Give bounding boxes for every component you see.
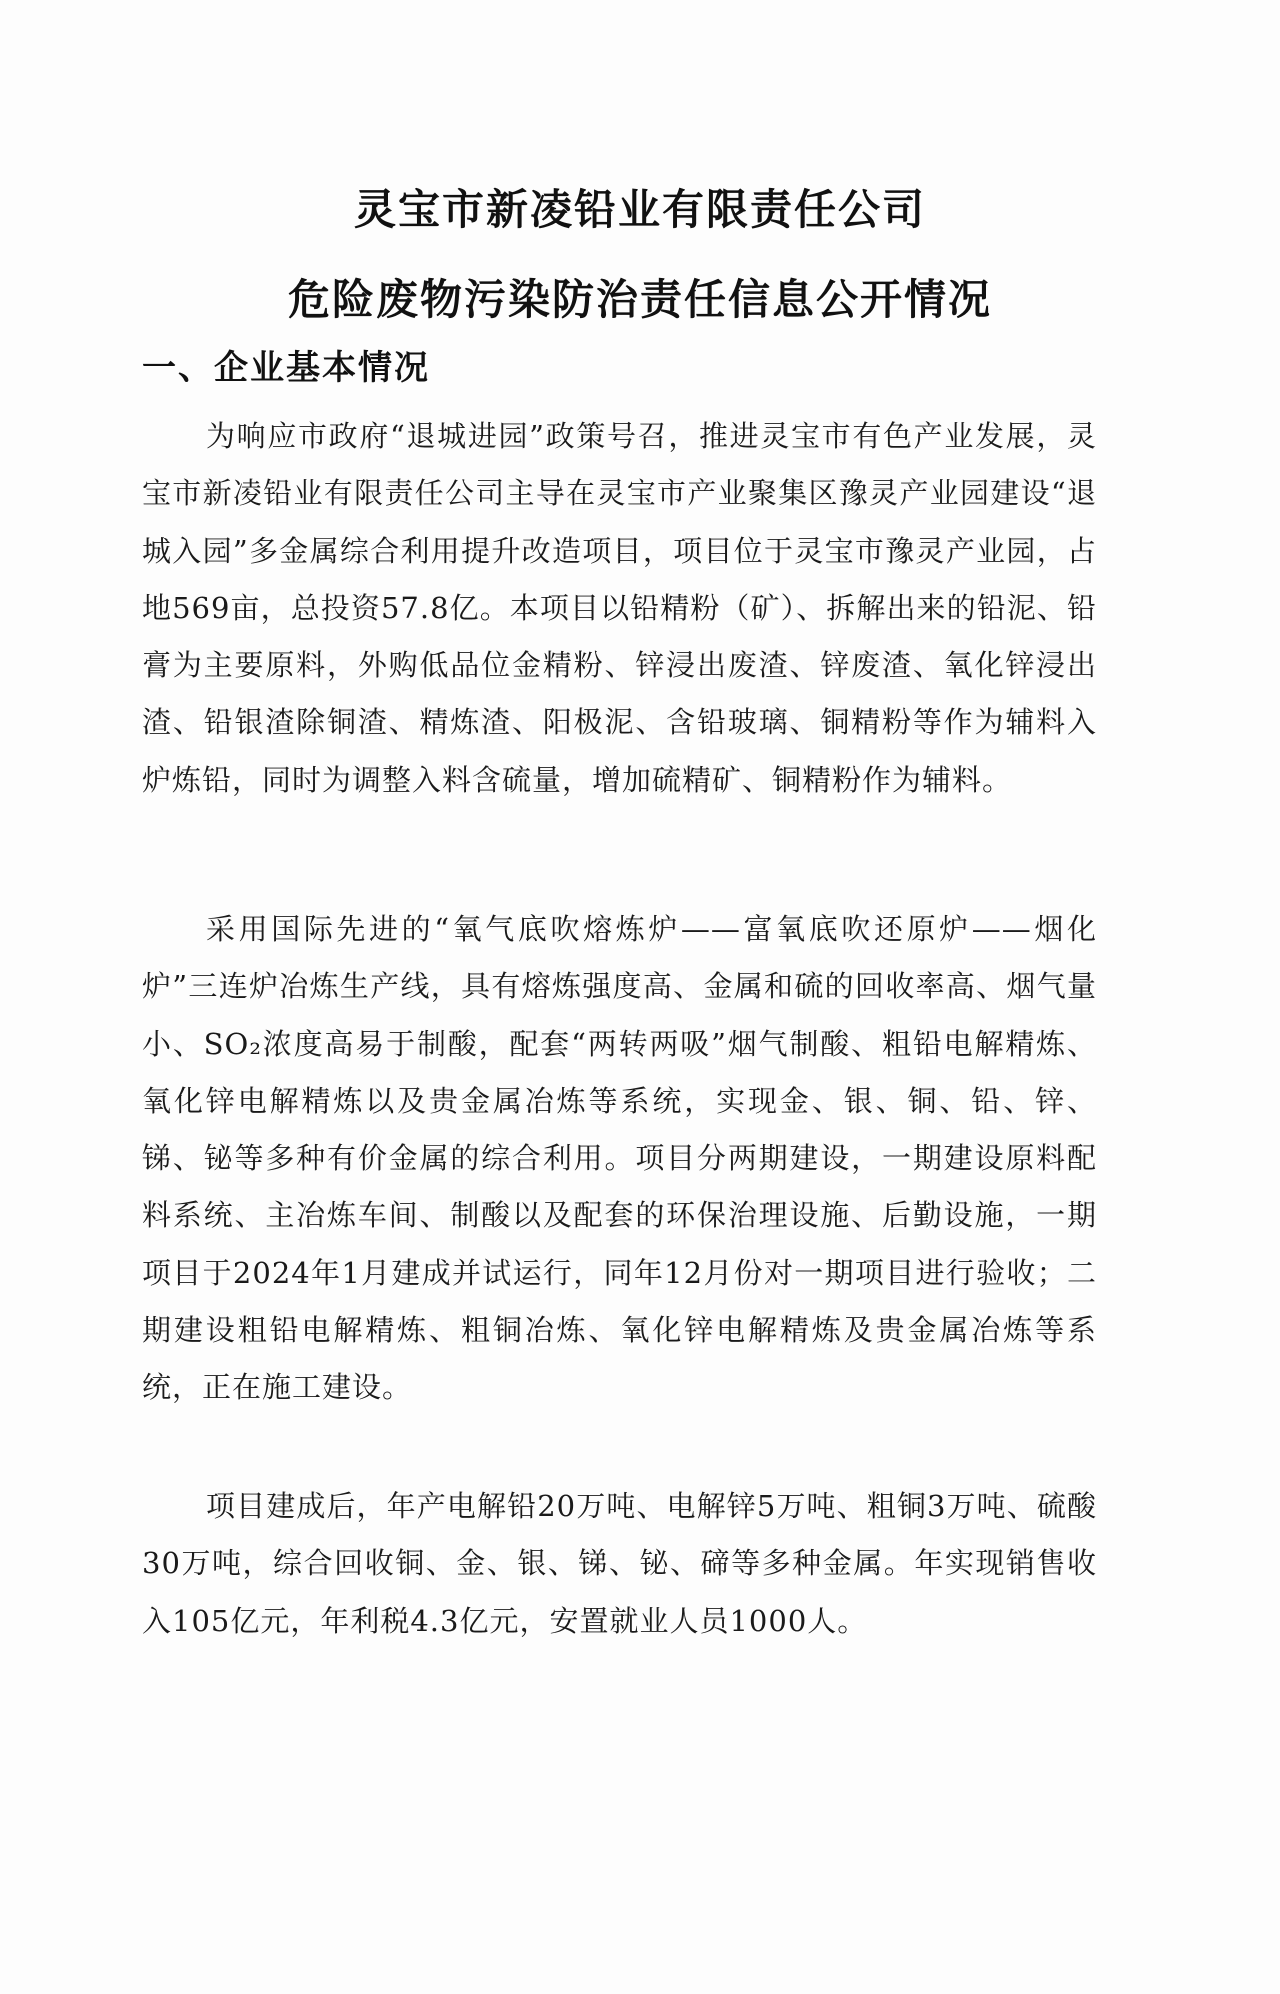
title-subject: 危险废物污染防治责任信息公开情况 bbox=[287, 275, 992, 324]
paragraph-output-benefits: 项目建成后，年产电解铅20万吨、电解锌5万吨、粗铜3万吨、硫酸30万吨，综合回收铜、金、银、锑、铋、碲等多种金属。年实现销售收入105亿元，年利税4.3亿元，安置就业人员1000人。 bbox=[142, 1489, 1097, 1638]
title-company-name: 灵宝市新凌铅业有限责任公司 bbox=[353, 185, 926, 234]
paragraph-project-overview: 为响应市政府“退城进园”政策号召，推进灵宝市有色产业发展，灵宝市新凌铅业有限责任公司主导在灵宝市产业聚集区豫灵产业园建设“退城入园”多金属综合利用提升改造项目，项目位于灵宝市豫灵产业园，占地569亩，总投资57.8亿。本项目以铅精粉（矿）、拆解出来的铅泥、铅膏为主要原料，外购低品位金精粉、锌浸出废渣、锌废渣、氧化锌浸出渣、铅银渣除铜渣、精炼渣、阳极泥、含铅玻璃、铜精粉等作为辅料入炉炼铅，同时为调整入料含硫量，增加硫精矿、铜精粉作为辅料。 bbox=[142, 419, 1097, 797]
paragraph-process-technology: 采用国际先进的“氧气底吹熔炼炉——富氧底吹还原炉——烟化炉”三连炉冶炼生产线，具有熔炼强度高、金属和硫的回收率高、烟气量小、SO₂浓度高易于制酸，配套“两转两吸”烟气制酸、粗铅电解精炼、氧化锌电解精炼以及贵金属冶炼等系统，实现金、银、铜、铅、锌、锑、铋等多种有价金属的综合利用。项目分两期建设，一期建设原料配料系统、主冶炼车间、制酸以及配套的环保治理设施、后勤设施，一期项目于2024年1月建成并试运行，同年12月份对一期项目进行验收；二期建设粗铅电解精炼、粗铜冶炼、氧化锌电解精炼及贵金属冶炼等系统，正在施工建设。 bbox=[142, 912, 1097, 1405]
section-heading-basic-info: 一、企业基本情况 bbox=[142, 348, 430, 388]
document-title bbox=[0, 165, 1280, 345]
